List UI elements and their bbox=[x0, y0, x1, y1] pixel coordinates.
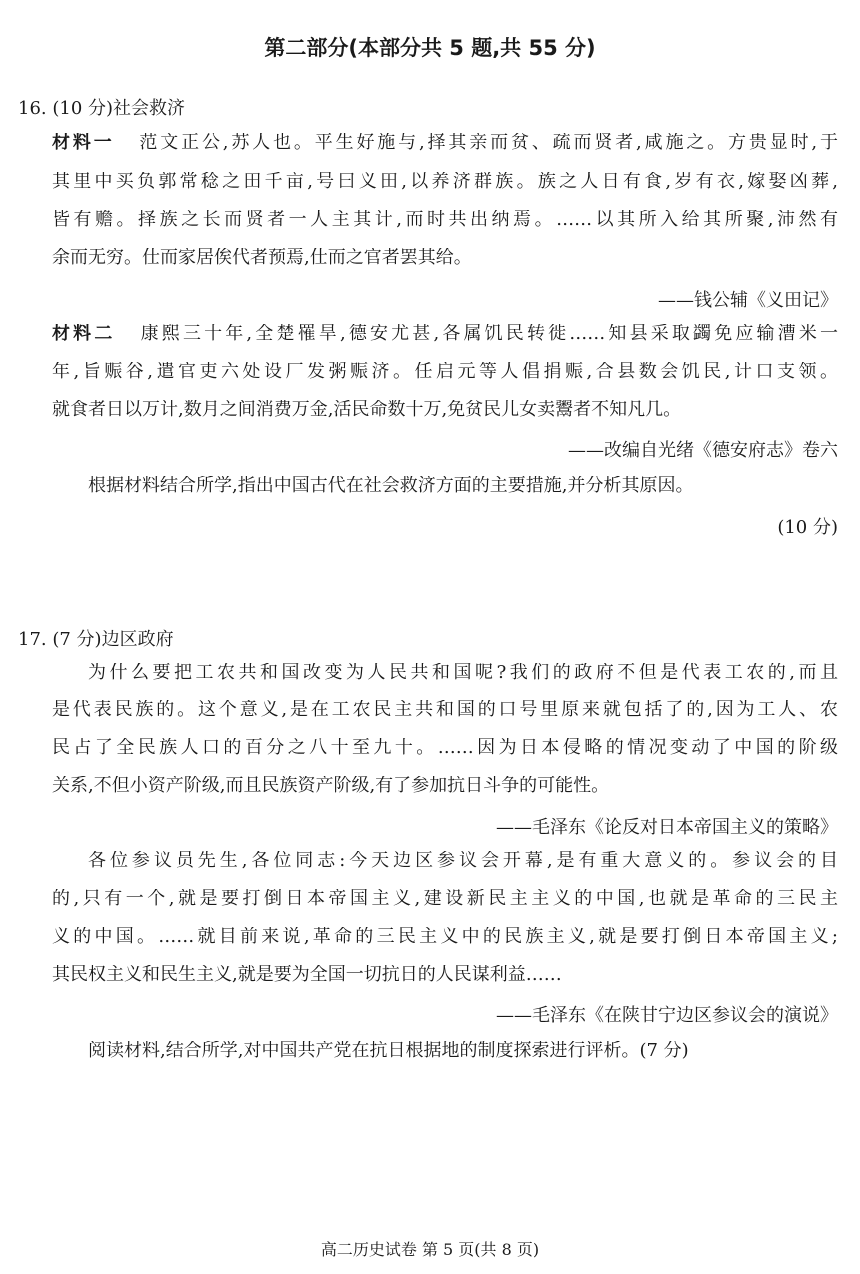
q17-para2-line3: 义的中国。……就目前来说,革命的三民主义中的民族主义,就是要打倒日本帝国主义; bbox=[52, 927, 838, 947]
q17-header: 17. (7 分)边区政府 bbox=[18, 629, 174, 650]
q17-question: 阅读材料,结合所学,对中国共产党在抗日根据地的制度探索进行评析。(7 分) bbox=[88, 1041, 689, 1061]
q17-para1-line2: 是代表民族的。这个意义,是在工农民主共和国的口号里原来就包括了的,因为工人、农 bbox=[52, 700, 838, 720]
q17-para1-line1: 为什么要把工农共和国改变为人民共和国呢?我们的政府不但是代表工农的,而且 bbox=[88, 663, 838, 683]
q17-para1-line4: 关系,不但小资产阶级,而且民族资产阶级,有了参加抗日斗争的可能性。 bbox=[52, 776, 610, 796]
q16-header: 16. (10 分)社会救济 bbox=[18, 98, 186, 119]
q17-para1-line3: 民占了全民族人口的百分之八十至九十。……因为日本侵略的情况变动了中国的阶级 bbox=[52, 738, 838, 758]
q17-para2-line4: 其民权主义和民生主义,就是要为全国一切抗日的人民谋利益…… bbox=[52, 965, 562, 985]
q16-material2-source: ——改编自光绪《德安府志》卷六 bbox=[568, 440, 838, 461]
q17-para1-source: ——毛泽东《论反对日本帝国主义的策略》 bbox=[496, 817, 838, 838]
q16-score: (10 分) bbox=[777, 517, 838, 538]
q16-material2-line2: 年,旨赈谷,遣官吏六处设厂发粥赈济。任启元等人倡捐赈,合县数会饥民,计口支领。 bbox=[52, 362, 838, 382]
q17-para2-line1: 各位参议员先生,各位同志:今天边区参议会开幕,是有重大意义的。参议会的目 bbox=[88, 851, 838, 871]
q16-material2-line3: 就食者日以万计,数月之间消费万金,活民命数十万,免贫民儿女卖鬻者不知凡几。 bbox=[52, 400, 682, 420]
material1-label: 材料一 bbox=[52, 133, 115, 153]
q16-material1-line2: 其里中买负郭常稔之田千亩,号曰义田,以养济群族。族之人日有食,岁有衣,嫁娶凶葬, bbox=[52, 172, 838, 192]
page-footer: 高二历史试卷 第 5 页(共 8 页) bbox=[320, 1240, 540, 1259]
q16-question: 根据材料结合所学,指出中国古代在社会救济方面的主要措施,并分析其原因。 bbox=[88, 476, 694, 496]
q16-material2-line1: 材料二 康熙三十年,全楚罹旱,德安尤甚,各属饥民转徙……知县采取蠲免应输漕米一 bbox=[52, 324, 838, 344]
q16-material1-line4: 余而无穷。仕而家居俟代者预焉,仕而之官者罢其给。 bbox=[52, 248, 472, 268]
section-title: 第二部分(本部分共 5 题,共 55 分) bbox=[264, 36, 596, 60]
q16-material1-line1: 材料一 范文正公,苏人也。平生好施与,择其亲而贫、疏而贤者,咸施之。方贵显时,于 bbox=[52, 133, 838, 153]
material2-label: 材料二 bbox=[52, 324, 116, 344]
q17-para2-line2: 的,只有一个,就是要打倒日本帝国主义,建设新民主主义的中国,也就是革命的三民主 bbox=[52, 889, 838, 909]
q16-material1-source: ——钱公辅《义田记》 bbox=[658, 290, 838, 311]
q17-para2-source: ——毛泽东《在陕甘宁边区参议会的演说》 bbox=[496, 1005, 838, 1026]
q16-material1-line3: 皆有赡。择族之长而贤者一人主其计,而时共出纳焉。……以其所入给其所聚,沛然有 bbox=[52, 210, 838, 230]
